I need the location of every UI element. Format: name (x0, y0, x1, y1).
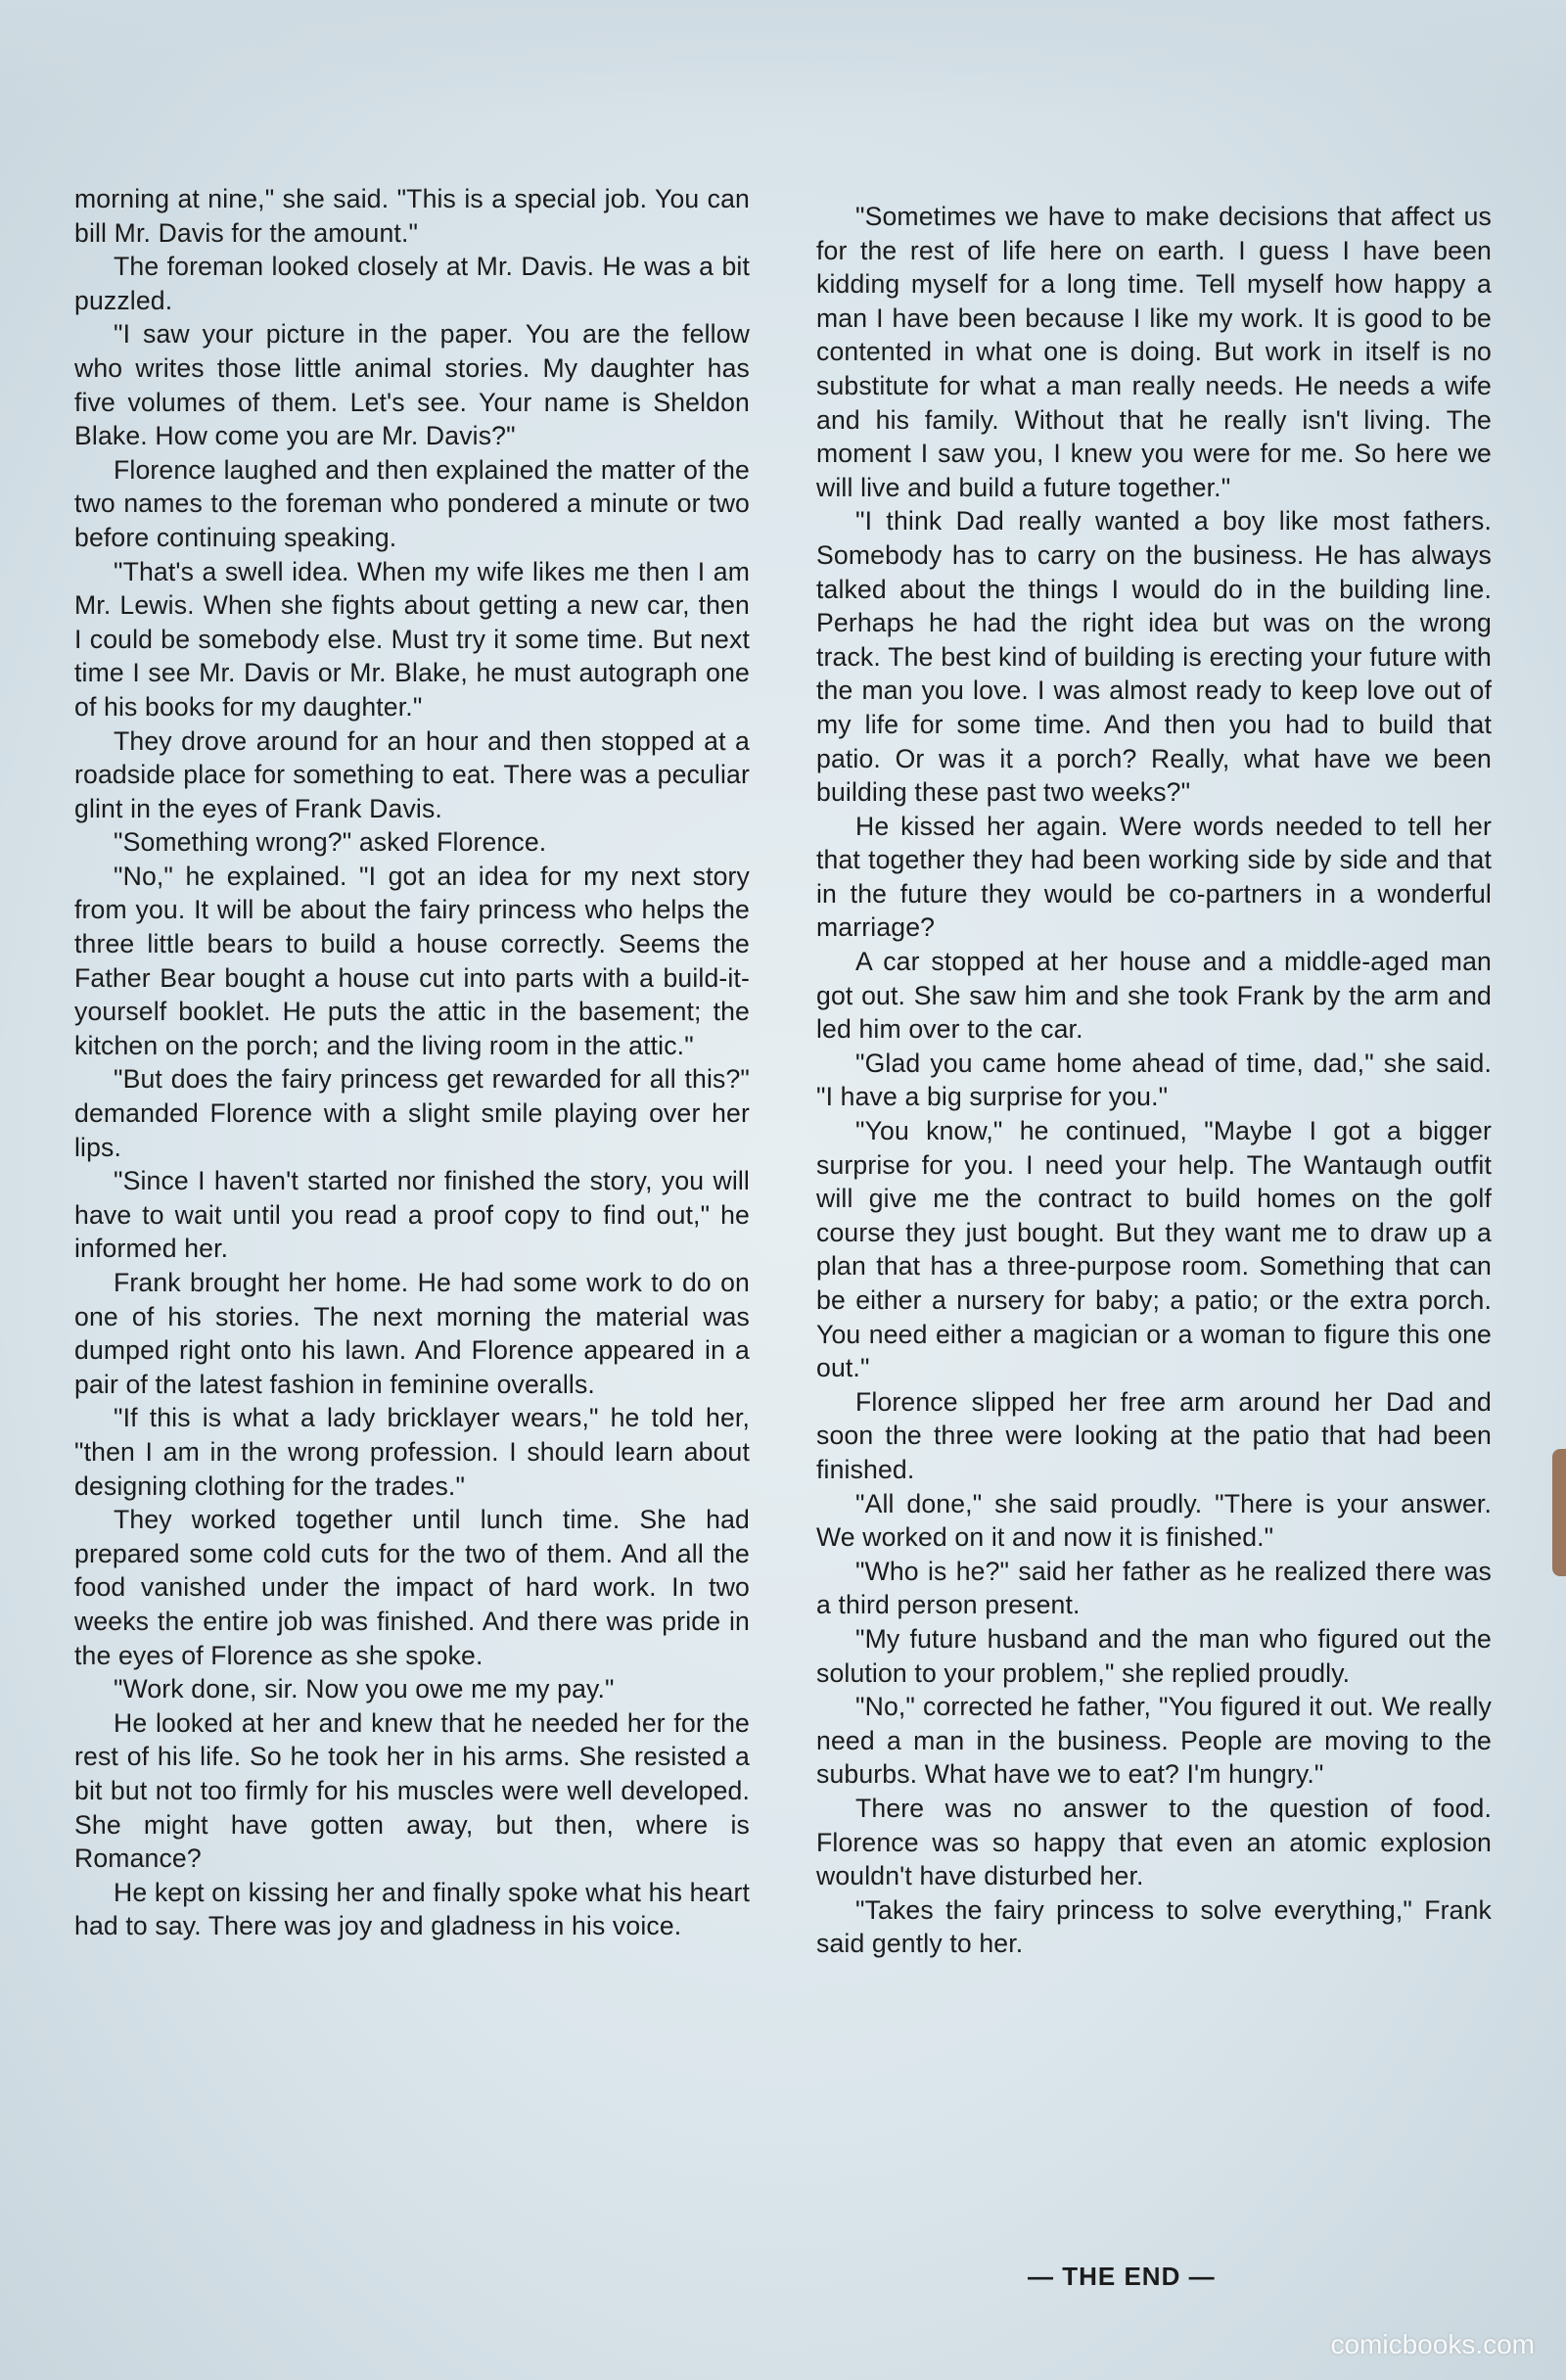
page-edge-mark (1552, 1449, 1566, 1576)
paragraph: There was no answer to the question of food. Florence was so happy that even an atomic explosion wouldn't have disturbed her. (816, 1793, 1492, 1891)
paragraph: "My future husband and the man who figured out the solution to your problem," she replied proudly. (816, 1623, 1492, 1688)
paragraph: They drove around for an hour and then stopped at a roadside place for something to eat. There was a peculiar glint in the eyes of Frank Davis. (74, 725, 750, 823)
watermark-text: comicbooks.com (1330, 2329, 1535, 2359)
paragraph: "All done," she said proudly. "There is your answer. We worked on it and now it is finished." (816, 1488, 1492, 1553)
paragraph: "That's a swell idea. When my wife likes me then I am Mr. Lewis. When she fights about getting a new car, then I could be somebody else. Must try it some time. But next time I see Mr. Davis or Mr. Blake, he must autograph one of his books for my daughter." (74, 556, 750, 722)
paragraph: "Sometimes we have to make decisions that affect us for the rest of life here on earth. I guess I have been kidding myself for a long time. Tell myself how happy a man I have been because I like my work. It is good to be contented in what one is doing. But work in itself is no substitute for what a man really needs. He needs a wife and his family. Without that he really isn't living. The moment I saw you, I knew you were for me. So here we will live and build a future together." (816, 202, 1492, 502)
paragraph: "Something wrong?" asked Florence. (114, 827, 547, 858)
paragraph: "Glad you came home ahead of time, dad," she said. "I have a big surprise for you." (816, 1048, 1492, 1112)
paragraph: "You know," he continued, "Maybe I got a bigger surprise for you. I need your help. The Wantaugh outfit will give me the contract to build homes on the golf course they just bought. But they want me to draw up a plan that has a three-purpose room. Something that can be either a nursery for baby; a patio; or the extra porch. You need either a magician or a woman to figure this one out." (816, 1116, 1492, 1383)
paragraph: He looked at her and knew that he needed her for the rest of his life. So he took her in his arms. She resisted a bit but not too firmly for his muscles were well developed. She might have gotten away, but then, where is Romance? (74, 1707, 750, 1874)
paragraph: Florence slipped her free arm around her Dad and soon the three were looking at the patio that had been finished. (816, 1386, 1492, 1484)
paragraph: "But does the fairy princess get rewarded for all this?" demanded Florence with a slight smile playing over her lips. (74, 1064, 750, 1162)
paragraph: "Since I haven't started nor finished the story, you will have to wait until you read a proof copy to find out," he informed her. (74, 1166, 750, 1264)
paragraph: They worked together until lunch time. She had prepared some cold cuts for the two of them. And all the food vanished under the impact of hard work. In two weeks the entire job was finished. And there was pride in the eyes of Florence as she spoke. (74, 1505, 750, 1670)
paragraph: "I saw your picture in the paper. You are the fellow who writes those little animal stories. My daughter has five volumes of them. Let's see. Your name is Sheldon Blake. How come you are Mr. Davis?" (74, 319, 750, 451)
paragraph: Florence laughed and then explained the matter of the two names to the foreman who pondered a minute or two before continuing speaking. (74, 454, 750, 552)
paragraph: "Who is he?" said her father as he realized there was a third person present. (816, 1556, 1492, 1620)
paragraph: morning at nine," she said. "This is a special job. You can bill Mr. Davis for the amount." (74, 184, 750, 248)
paragraph: "If this is what a lady bricklayer wears," he told her, "then I am in the wrong profession. I should learn about designing clothing for the trades." (74, 1403, 750, 1501)
the-end-mark: — THE END — (1028, 2262, 1216, 2291)
paragraph: Frank brought her home. He had some work to do on one of his stories. The next morning the material was dumped right onto his lawn. And Florence appeared in a pair of the latest fashion in feminine overalls. (74, 1268, 750, 1399)
right-text-column (816, 200, 1492, 1961)
paragraph: "No," corrected he father, "You figured it out. We really need a man in the business. People are moving to the suburbs. What have we to eat? I'm hungry." (816, 1692, 1492, 1790)
paragraph: A car stopped at her house and a middle-aged man got out. She saw him and she took Frank by the arm and led him over to the car. (816, 947, 1492, 1045)
left-text-column (74, 182, 750, 1943)
top-shading (0, 0, 1566, 117)
paragraph: He kept on kissing her and finally spoke what his heart had to say. There was joy and gladness in his voice. (74, 1877, 750, 1941)
paragraph: The foreman looked closely at Mr. Davis. He was a bit puzzled. (74, 252, 750, 315)
paragraph: He kissed her again. Were words needed to tell her that together they had been working side by side and that in the future they would be co-partners in a wonderful marriage? (816, 811, 1492, 943)
paragraph: "Takes the fairy princess to solve everything," Frank said gently to her. (816, 1894, 1492, 1959)
paragraph: "Work done, sir. Now you owe me my pay." (114, 1674, 615, 1704)
paragraph: "No," he explained. "I got an idea for my next story from you. It will be about the fairy princess who helps the three little bears to build a house correctly. Seems the Father Bear bought a house cut into parts with a build-it-yourself booklet. He puts the attic in the basement; the kitchen on the porch; and the living room in the attic." (74, 861, 750, 1060)
paragraph: "I think Dad really wanted a boy like most fathers. Somebody has to carry on the business. He has always talked about the things I would do in the building line. Perhaps he had the right idea but was on the wrong track. The best kind of building is erecting your future with the man you love. I was almost ready to keep love out of my life for some time. And then you had to build that patio. Or was it a porch? Really, what have we been building these past two weeks?" (816, 506, 1492, 808)
